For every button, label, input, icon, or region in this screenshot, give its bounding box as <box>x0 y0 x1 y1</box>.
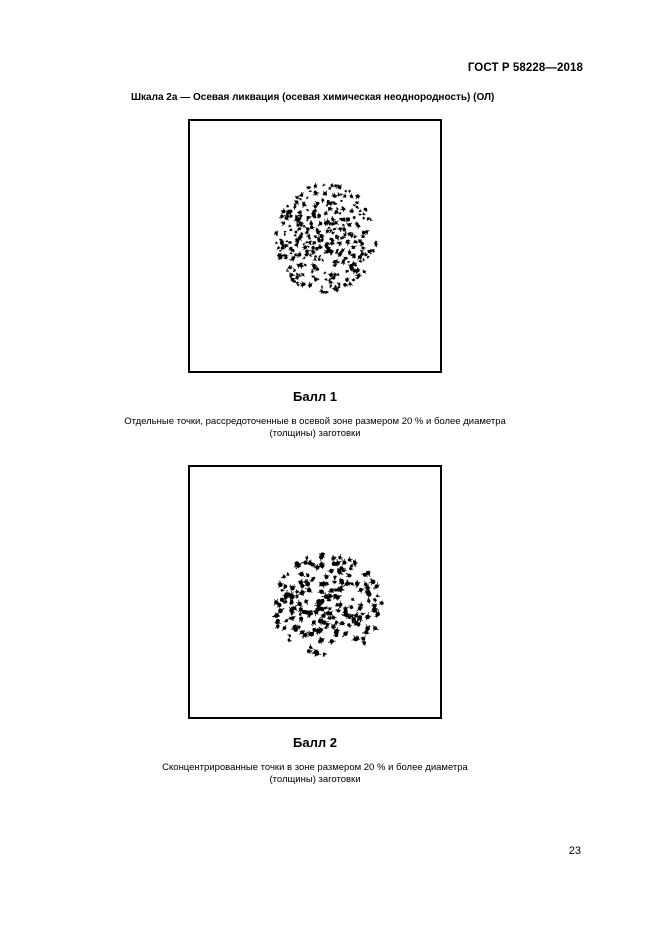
grade-1-speck <box>363 270 367 274</box>
grade-1-speck <box>275 241 278 244</box>
grade-1-speck <box>337 261 340 264</box>
grade-1-speck <box>279 250 281 252</box>
grade-1-speck <box>306 241 309 244</box>
grade-1-speck <box>363 208 367 212</box>
grade-1-speck <box>328 207 333 211</box>
grade-2-speck <box>284 619 289 623</box>
grade-2-speck <box>305 555 308 560</box>
grade-1-caption-line-1: Отдельные точки, рассредоточенные в осевой зоне размером 20 % и более диаметра <box>124 416 506 427</box>
grade-1-speck <box>367 217 370 221</box>
grade-1-speck <box>324 278 327 281</box>
grade-1-speck <box>363 217 366 220</box>
grade-2-speck <box>309 644 313 649</box>
grade-2-speck <box>365 624 370 631</box>
grade-2-speck <box>289 584 296 590</box>
grade-2-speck <box>358 602 364 607</box>
grade-2-speck <box>324 573 330 579</box>
grade-2-speck <box>319 564 324 569</box>
grade-2-speck <box>373 598 377 603</box>
grade-2-speck <box>298 579 303 586</box>
grade-2-speck <box>281 574 285 578</box>
grade-2-speck <box>376 593 380 597</box>
grade-1-speck <box>319 255 322 257</box>
grade-1-speck <box>329 241 335 245</box>
grade-1-speck <box>338 242 342 247</box>
grade-2-caption <box>0 762 630 786</box>
grade-2-speck <box>331 623 336 629</box>
grade-2-speck <box>346 573 352 577</box>
grade-1-speck <box>297 227 301 231</box>
grade-1-speck <box>348 249 352 255</box>
grade-1-speck <box>347 261 350 263</box>
grade-2-speck <box>350 582 355 585</box>
grade-1-speck <box>331 231 334 234</box>
grade-1-speck <box>303 243 305 246</box>
grade-2-speck <box>298 571 305 577</box>
grade-1-speck <box>328 280 333 284</box>
grade-1-dot-pattern <box>190 121 440 371</box>
grade-1-speck <box>339 218 343 222</box>
grade-1-speck <box>355 265 358 267</box>
grade-1-speck <box>274 230 278 236</box>
grade-2-speck <box>307 649 313 653</box>
grade-1-speck <box>354 241 358 244</box>
grade-2-speck <box>367 598 370 603</box>
grade-2-speck <box>299 612 303 616</box>
grade-2-speck <box>276 614 280 618</box>
grade-1-speck <box>354 235 358 238</box>
grade-1-speck <box>326 229 331 233</box>
grade-2-speck <box>365 591 371 598</box>
grade-1-speck <box>363 258 365 261</box>
grade-1-speck <box>310 225 315 230</box>
grade-1-speck <box>279 215 285 220</box>
grade-2-speck <box>365 612 372 620</box>
grade-1-speck <box>323 272 326 274</box>
grade-1-speck <box>329 187 332 190</box>
grade-2-speck <box>328 639 336 644</box>
grade-1-speck <box>345 277 349 281</box>
grade-1-speck <box>295 196 300 200</box>
grade-1-speck <box>315 247 318 252</box>
grade-2-speck <box>278 581 283 588</box>
grade-1-speck <box>348 282 353 287</box>
grade-1-speck <box>364 252 368 256</box>
grade-1-speck <box>306 196 308 199</box>
grade-2-speck <box>324 607 328 610</box>
grade-1-speck <box>286 269 289 272</box>
grade-1-speck <box>284 231 287 233</box>
grade-2-speck <box>362 630 369 634</box>
grade-1-speck <box>339 212 342 215</box>
grade-1-speck <box>309 220 313 225</box>
grade-1-speck <box>346 223 352 227</box>
grade-2-speck <box>306 573 309 577</box>
grade-1-speck <box>353 204 356 206</box>
grade-2-speck <box>288 634 292 637</box>
grade-1-speck <box>294 243 298 248</box>
grade-1-speck <box>299 198 302 200</box>
grade-1-speck <box>311 250 315 255</box>
grade-1-speck <box>306 219 308 222</box>
grade-2-dot-pattern <box>190 467 440 717</box>
grade-1-speck <box>340 193 343 196</box>
grade-1-speck <box>305 227 310 231</box>
page-number: 23 <box>568 845 581 857</box>
grade-2-speck <box>305 587 312 593</box>
grade-1-speck <box>305 231 309 235</box>
document-code: ГОСТ Р 58228—2018 <box>467 62 583 74</box>
grade-2-speck <box>338 554 343 560</box>
grade-1-speck <box>337 227 343 231</box>
grade-1-speck <box>287 241 291 244</box>
grade-1-speck <box>359 214 362 216</box>
grade-1-speck <box>333 193 338 198</box>
grade-1-speck <box>326 204 328 206</box>
grade-1-speck <box>336 208 338 210</box>
grade-1-speck <box>277 246 280 250</box>
grade-2-speck <box>281 589 285 592</box>
grade-2-speck <box>323 653 327 657</box>
grade-1-speck <box>289 228 292 231</box>
grade-1-speck <box>330 183 334 187</box>
grade-1-speck <box>301 273 305 277</box>
grade-2-speck <box>344 580 350 586</box>
grade-2-speck <box>348 556 353 562</box>
grade-1-speck <box>337 285 341 288</box>
grade-1-speck <box>302 256 305 259</box>
grade-1-speck <box>309 237 311 240</box>
grade-2-speck <box>368 578 375 585</box>
grade-1-speck <box>306 216 312 219</box>
grade-2-speck <box>295 589 299 594</box>
grade-1-label: Балл 1 <box>293 389 337 404</box>
grade-2-speck <box>342 559 346 566</box>
grade-1-speck <box>350 194 354 199</box>
grade-1-speck <box>348 190 351 193</box>
grade-2-speck <box>296 600 303 607</box>
grade-1-speck <box>361 246 366 251</box>
grade-1-speck <box>311 262 317 267</box>
grade-1-speck <box>361 234 366 238</box>
grade-1-speck <box>318 221 323 226</box>
grade-2-speck <box>379 600 384 604</box>
grade-1-speck <box>309 190 312 192</box>
grade-1-speck <box>303 225 306 228</box>
grade-2-speck <box>339 600 343 608</box>
grade-1-speck <box>321 198 324 203</box>
grade-1-speck <box>355 201 359 205</box>
grade-1-speck <box>302 245 307 250</box>
grade-1-speck <box>314 235 318 238</box>
grade-1-speck <box>293 268 296 272</box>
grade-1-speck <box>333 228 337 231</box>
grade-1-speck <box>334 184 338 187</box>
grade-2-speck <box>311 620 316 626</box>
grade-2-speck <box>349 605 354 609</box>
grade-1-speck <box>358 260 362 262</box>
grade-1-speck <box>309 253 312 256</box>
grade-2-speck <box>282 625 286 631</box>
grade-2-speck <box>327 569 334 574</box>
grade-2-speck <box>326 582 329 586</box>
grade-1-speck <box>342 236 346 239</box>
grade-1-speck <box>330 229 332 233</box>
grade-1-speck <box>343 194 347 199</box>
grade-2-speck <box>283 583 287 589</box>
grade-1-speck <box>290 252 293 254</box>
grade-2-caption-line-2: (толщины) заготовки <box>269 774 361 785</box>
grade-2-speck <box>375 614 379 618</box>
grade-2-caption-line-1: Сконцентрированные точки в зоне размером 20 % и более диаметра <box>162 762 468 773</box>
grade-2-speck <box>361 641 366 646</box>
grade-1-speck <box>332 263 336 267</box>
grade-1-speck <box>350 245 356 249</box>
grade-2-speck <box>318 618 323 626</box>
grade-1-speck <box>313 257 317 261</box>
grade-2-speck <box>361 636 366 641</box>
grade-2-speck <box>347 623 352 628</box>
grade-1-speck <box>324 211 328 216</box>
grade-2-speck <box>286 572 289 576</box>
grade-2-speck <box>332 580 337 584</box>
grade-2-speck <box>342 631 348 637</box>
grade-1-speck <box>314 183 318 189</box>
grade-1-caption-line-2: (толщины) заготовки <box>269 428 361 439</box>
grade-2-speck <box>318 589 325 594</box>
grade-1-speck <box>369 218 372 221</box>
grade-2-speck <box>295 594 298 599</box>
grade-1-speck <box>328 272 334 277</box>
grade-1-speck <box>337 273 340 276</box>
grade-2-speck <box>358 588 365 594</box>
grade-2-speck <box>373 625 379 631</box>
grade-1-speck <box>281 221 285 226</box>
grade-1-speck <box>344 190 347 193</box>
grade-1-speck <box>284 233 286 236</box>
grade-2-speck <box>288 637 292 642</box>
grade-2-speck <box>304 599 308 605</box>
grade-1-speck <box>343 283 348 287</box>
grade-1-speck <box>334 210 340 214</box>
grade-2-speck <box>360 613 365 616</box>
grade-2-speck <box>339 621 345 626</box>
grade-1-speck <box>367 256 370 259</box>
grade-1-speck <box>343 232 346 236</box>
scale-title: Шкала 2а — Осевая ликвация (осевая химическая неоднородность) (ОЛ) <box>131 92 495 103</box>
grade-1-speck <box>296 251 301 258</box>
grade-2-speck <box>333 576 337 580</box>
grade-1-speck <box>306 209 309 211</box>
grade-2-label: Балл 2 <box>293 735 337 750</box>
grade-1-speck <box>330 252 333 255</box>
grade-1-speck <box>281 208 285 214</box>
grade-2-speck <box>275 624 279 629</box>
grade-1-speck <box>311 269 314 273</box>
grade-1-speck <box>351 278 355 281</box>
grade-1-speck <box>334 285 337 288</box>
grade-1-speck <box>330 284 332 289</box>
grade-1-macrostructure-image <box>188 119 442 373</box>
grade-1-speck <box>340 200 342 202</box>
grade-1-speck <box>294 230 297 234</box>
grade-2-speck <box>299 617 303 623</box>
grade-1-speck <box>321 286 323 289</box>
grade-1-speck <box>338 192 340 196</box>
grade-1-speck <box>293 234 296 237</box>
grade-1-speck <box>342 226 346 233</box>
grade-1-speck <box>318 257 322 261</box>
grade-1-caption <box>0 416 630 440</box>
grade-1-speck <box>362 212 365 215</box>
grade-1-speck <box>365 230 370 234</box>
grade-2-speck <box>353 559 358 564</box>
grade-1-speck <box>322 259 324 262</box>
grade-2-speck <box>335 608 341 613</box>
grade-2-speck <box>357 606 364 611</box>
grade-1-speck <box>327 227 330 229</box>
grade-1-speck <box>322 184 325 187</box>
grade-2-speck <box>327 607 331 610</box>
grade-1-speck <box>355 194 361 199</box>
grade-2-speck <box>351 598 354 601</box>
grade-1-speck <box>312 241 316 245</box>
grade-1-speck <box>356 206 359 209</box>
grade-1-speck <box>288 225 291 227</box>
grade-1-speck <box>359 209 362 212</box>
grade-1-speck <box>307 245 310 247</box>
grade-2-macrostructure-image <box>188 465 442 719</box>
grade-1-speck <box>336 249 339 251</box>
grade-1-speck <box>356 277 360 279</box>
